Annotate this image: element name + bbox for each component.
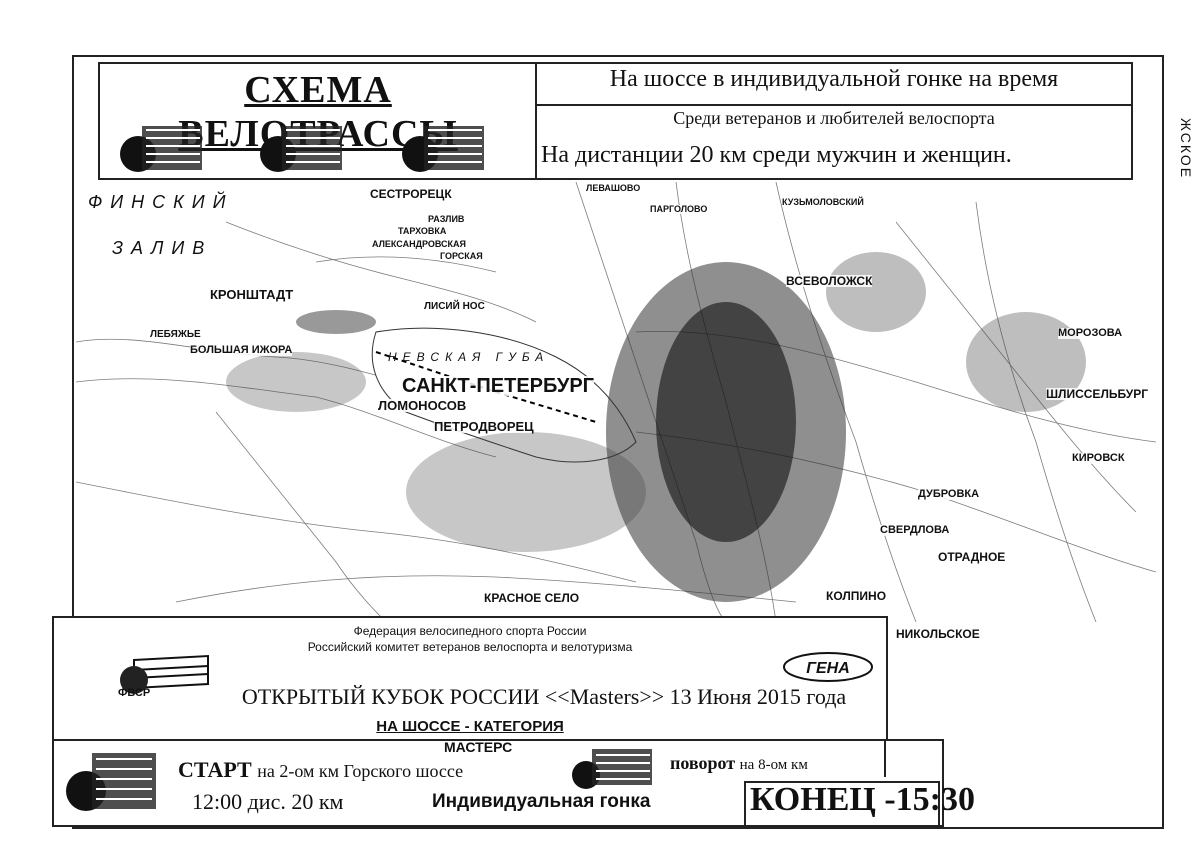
place-label: СЕСТРОРЕЦК — [370, 187, 452, 201]
place-label: ШЛИССЕЛЬБУРГ — [1046, 387, 1149, 401]
place-label: ДУБРОВКА — [918, 488, 980, 500]
cyclist-icon — [260, 126, 342, 172]
place-label: ЛИСИЙ НОС — [424, 301, 485, 312]
zaliv-label: ЗАЛИВ — [112, 238, 213, 258]
turn-box — [658, 741, 886, 777]
place-label: КРАСНОЕ СЕЛО — [484, 591, 580, 605]
place-label: ПЕТРОДВОРЕЦ — [434, 419, 534, 434]
category-label: НА ШОССЕ - КАТЕГОРИЯ — [376, 718, 564, 735]
start-info — [178, 757, 463, 783]
race-distance: На дистанции 20 км среди мужчин и женщин. — [541, 142, 1012, 168]
place-label: КИРОВСК — [1072, 452, 1125, 464]
start-location: на 2-ом км Горского шоссе — [257, 761, 464, 781]
place-label: ОТРАДНОЕ — [938, 550, 1006, 564]
gena-logo-icon — [780, 650, 876, 684]
cup-title: ОТКРЫТЫЙ КУБОК РОССИИ <<Masters>> 13 Июня 2015 года — [241, 684, 847, 709]
place-label: БОЛЬШАЯ ИЖОРА — [190, 344, 293, 356]
federation-box — [52, 616, 888, 743]
place-label: ЛОМОНОСОВ — [378, 398, 467, 413]
end-box — [744, 781, 975, 827]
start-word: СТАРТ — [178, 757, 252, 782]
committee-name: Российский комитет ветеранов велоспорта и велотуризма — [307, 640, 633, 654]
place-label: КУЗЬМОЛОВСКИЙ — [782, 197, 864, 207]
cyclist-icon — [402, 126, 484, 172]
neva-bay-label: НЕВСКАЯ ГУБА — [388, 350, 550, 364]
place-label: РАЗЛИВ — [428, 214, 465, 224]
category-name: МАСТЕРС — [444, 739, 513, 755]
end-time: КОНЕЦ -15:30 — [750, 781, 975, 818]
place-label: ЛЕВАШОВО — [586, 183, 641, 193]
turn-word: поворот — [670, 753, 736, 773]
cyclist-icon — [60, 747, 160, 817]
gena-logo-text: ГЕНА — [806, 660, 850, 677]
page-title: СХЕМА — [244, 69, 392, 111]
place-label: АЛЕКСАНДРОВСКАЯ — [372, 239, 466, 249]
race-format: На шоссе в индивидуальной гонке на время — [609, 66, 1059, 92]
cyclist-icon — [120, 126, 202, 172]
place-label: ВСЕВОЛОЖСК — [786, 274, 873, 288]
place-label: ПАРГОЛОВО — [650, 204, 708, 214]
side-margin-text: ЖСКОЕ — [1178, 118, 1194, 180]
turn-info — [670, 753, 808, 774]
turn-location: на 8-ом км — [739, 757, 808, 773]
cyclist-icon — [566, 745, 656, 789]
race-participants: Среди ветеранов и любителей велоспорта — [537, 104, 1131, 129]
fvsr-logo-icon — [114, 654, 214, 698]
gulf-label: ФИНСКИЙ — [88, 192, 234, 212]
place-label: КОЛПИНО — [826, 589, 887, 603]
place-label: ГОРСКАЯ — [440, 251, 483, 261]
place-label: НИКОЛЬСКОЕ — [896, 627, 980, 641]
place-label: МОРОЗОВА — [1058, 327, 1123, 339]
fvsr-logo-text: ФВСР — [118, 687, 151, 698]
place-label: КРОНШТАДТ — [210, 287, 294, 302]
place-label: ТАРХОВКА — [398, 226, 447, 236]
race-type: Индивидуальная гонка — [432, 791, 651, 812]
schedule-box — [52, 739, 975, 827]
title-box — [98, 62, 538, 180]
cyclist-logos — [112, 116, 522, 176]
place-label: ЛЕБЯЖЬЕ — [150, 329, 201, 340]
start-time-distance: 12:00 дис. 20 км — [192, 789, 344, 814]
place-label: СВЕРДЛОВА — [880, 524, 950, 536]
city-label: САНКТ-ПЕТЕРБУРГ — [402, 375, 595, 397]
federation-name: Федерация велосипедного спорта России — [353, 624, 587, 638]
race-info-box — [535, 62, 1133, 180]
